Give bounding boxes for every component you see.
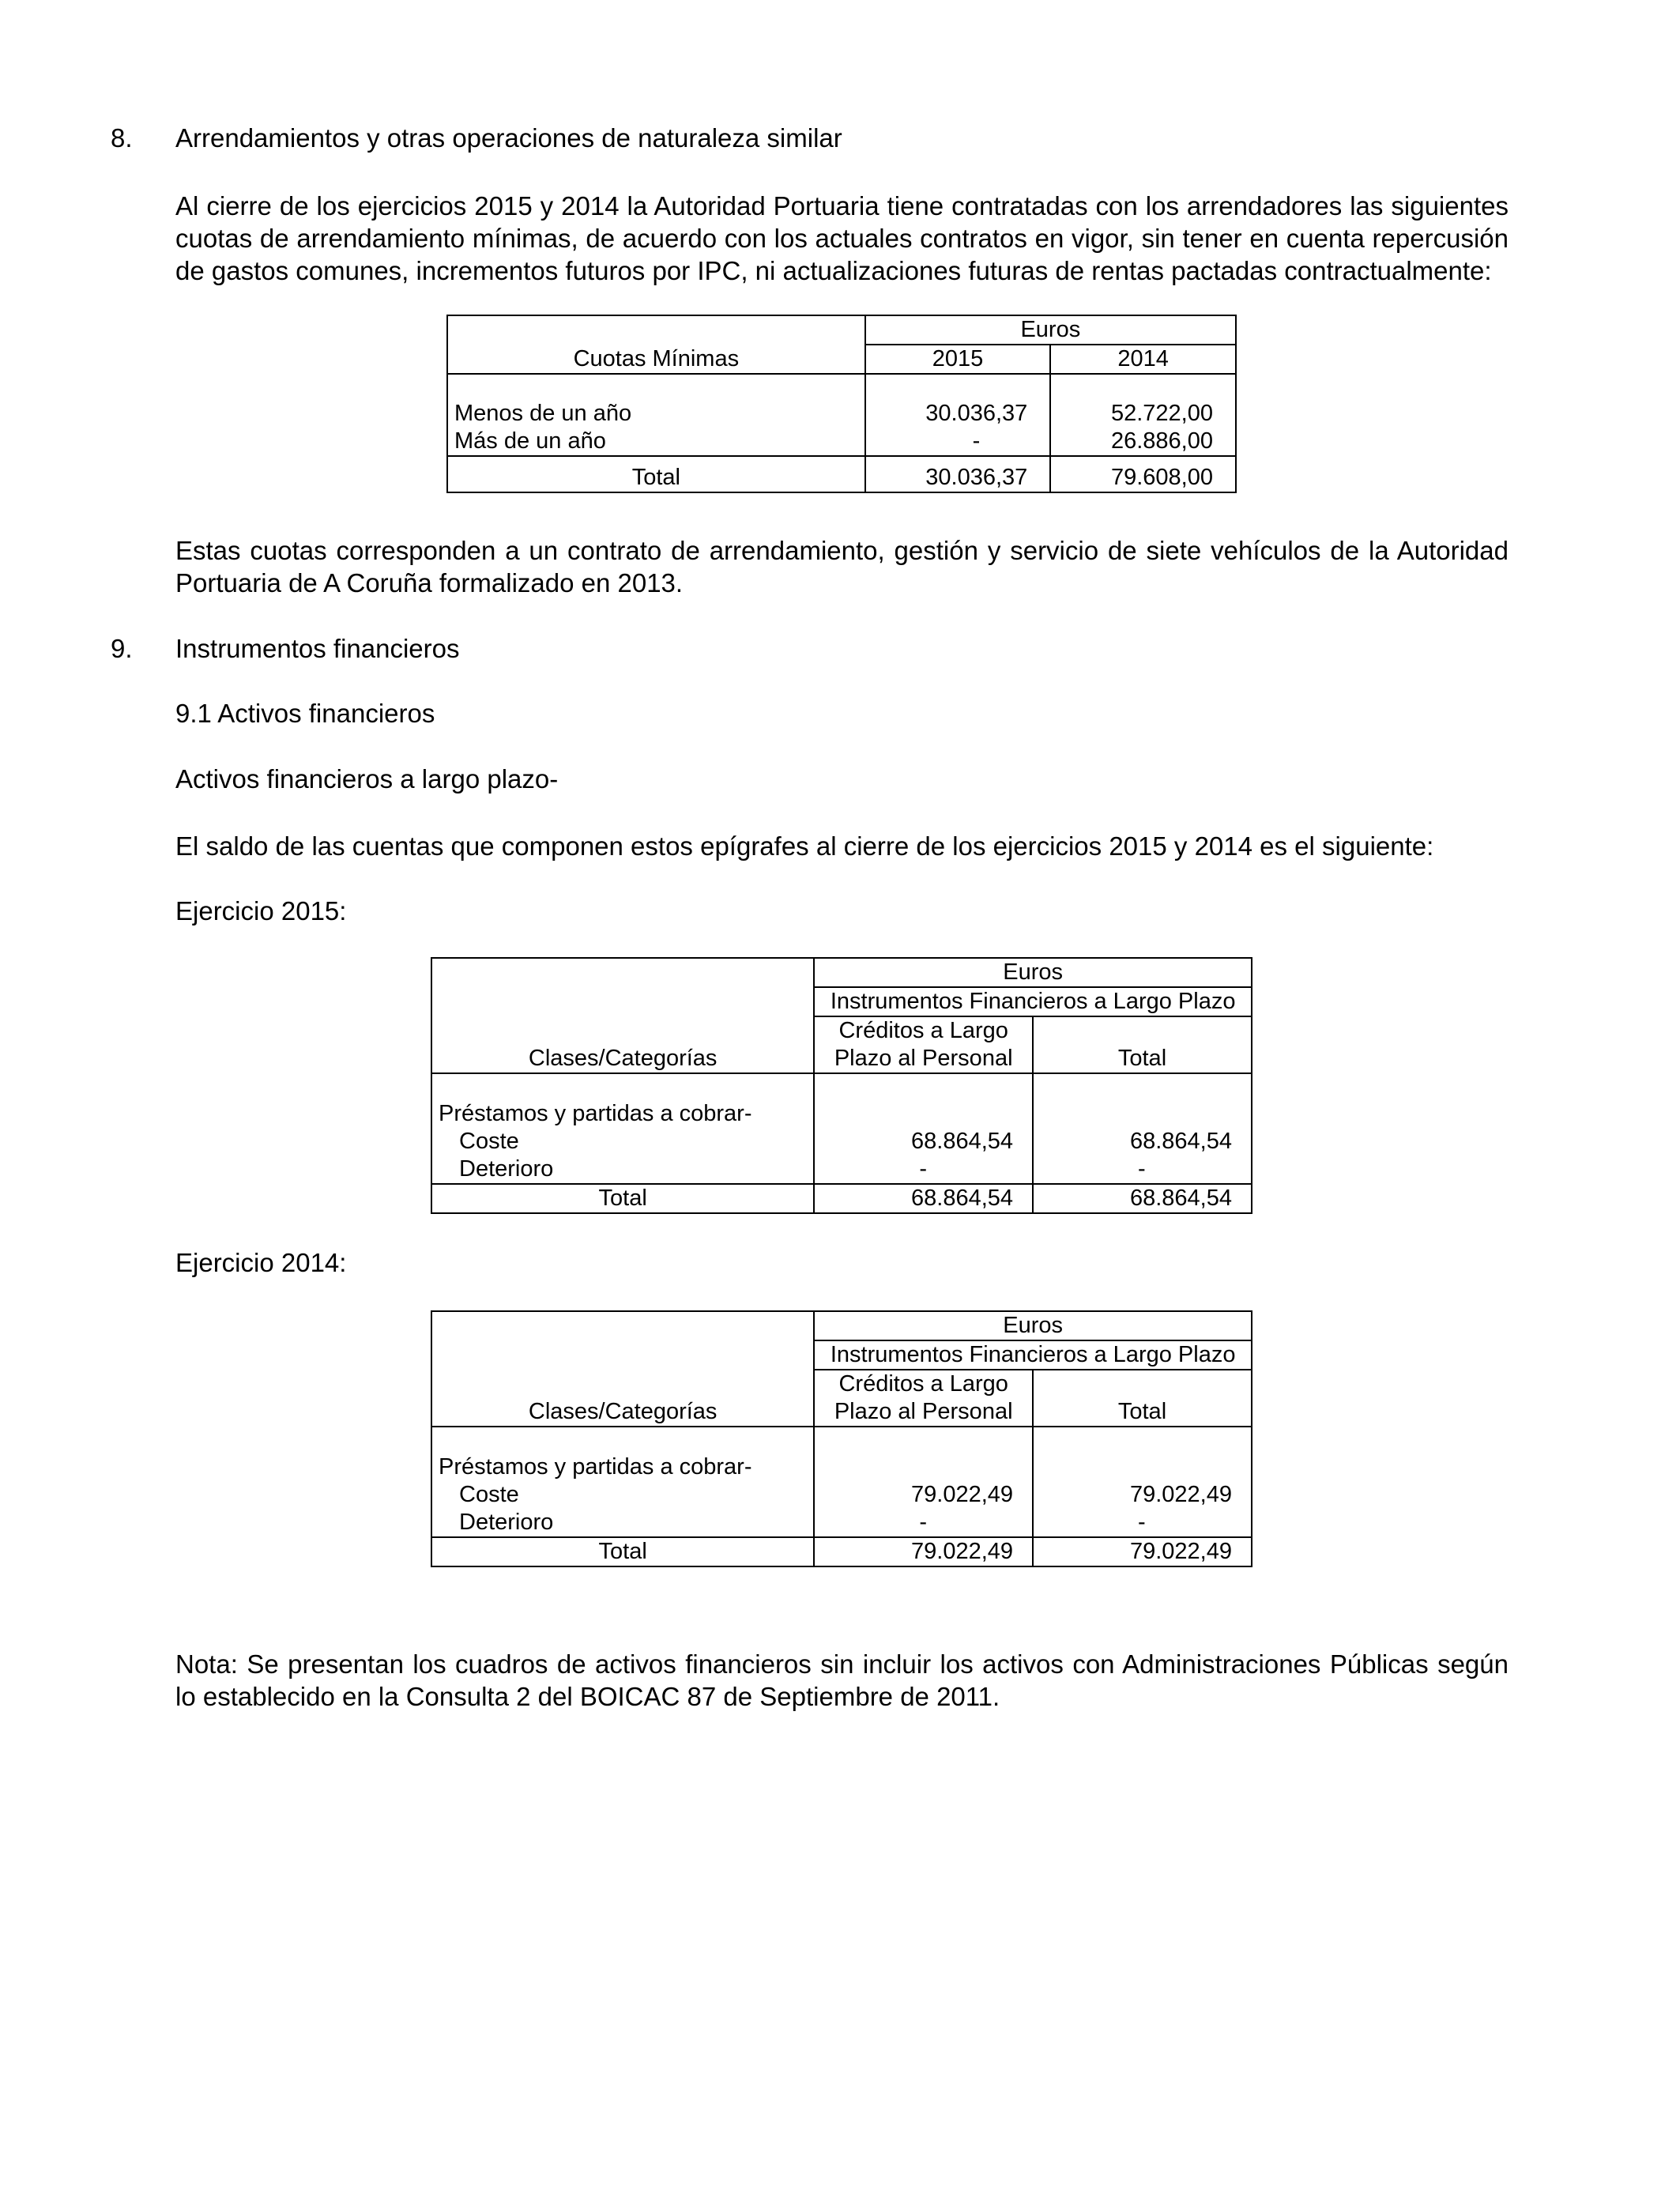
header-euros: Euros — [814, 958, 1252, 987]
values-total — [1033, 1073, 1252, 1184]
value-creditos: 68.864,54 — [911, 1129, 1014, 1154]
group-label: Préstamos y partidas a cobrar- — [439, 1454, 752, 1480]
footnote — [175, 1648, 1509, 1713]
note-line: Estas cuotas corresponden a un contrato de arrendamiento, gestión y servicio de siete vehículos de la Autoridad — [175, 536, 1509, 565]
caption-2014: Ejercicio 2014: — [175, 1248, 347, 1277]
value-creditos: - — [919, 1510, 927, 1535]
total-2014: 79.608,00 — [1050, 456, 1236, 492]
header-instrumentos: Instrumentos Financieros a Largo Plazo — [814, 987, 1252, 1016]
value-creditos: 79.022,49 — [911, 1482, 1014, 1507]
total-2015: 30.036,37 — [865, 456, 1051, 492]
header-euros: Euros — [814, 1311, 1252, 1340]
header-instrumentos: Instrumentos Financieros a Largo Plazo — [814, 1340, 1252, 1370]
col-header-2015: 2015 — [865, 345, 1051, 374]
value-total: 79.022,49 — [1129, 1482, 1232, 1507]
col-header-line: Créditos a Largo — [838, 1371, 1008, 1397]
col-header-2014: 2014 — [1050, 345, 1236, 374]
table-row — [431, 1427, 1252, 1537]
row-header-cuotas: Cuotas Mínimas — [447, 315, 865, 374]
value-creditos: - — [919, 1156, 927, 1182]
intro-line: Al cierre de los ejercicios 2015 y 2014 la Autoridad Portuaria tiene contratadas con los arrendadores las siguientes — [175, 191, 1509, 221]
row-header-clases: Clases/Categorías — [431, 958, 814, 1073]
values-creditos — [814, 1427, 1033, 1537]
values-creditos — [814, 1073, 1033, 1184]
financial-assets-2015-table — [431, 957, 1252, 1214]
total-total: 79.022,49 — [1033, 1537, 1252, 1566]
total-row — [431, 1184, 1252, 1213]
intro-line: cuotas de arrendamiento mínimas, de acuerdo con los actuales contratos en vigor, sin tener en cuenta repercusión — [175, 224, 1509, 253]
row-label: Más de un año — [454, 428, 606, 454]
row-label: Coste — [459, 1482, 519, 1507]
col-header-line: Créditos a Largo — [838, 1018, 1008, 1043]
col-header-creditos — [814, 1370, 1033, 1427]
lease-minimum-payments-table — [446, 315, 1237, 493]
intro-line: de gastos comunes, incrementos futuros por IPC, ni actualizaciones futuras de rentas pactadas contractualmente: — [175, 256, 1492, 285]
total-label: Total — [447, 456, 865, 492]
value-2015: - — [972, 428, 981, 454]
subsection-title: 9.1 Activos financieros — [175, 699, 435, 728]
footnote-line: lo establecido en la Consulta 2 del BOICAC 87 de Septiembre de 2011. — [175, 1682, 1000, 1711]
financial-assets-2014-table — [431, 1310, 1252, 1567]
row-label: Coste — [459, 1129, 519, 1154]
total-total: 68.864,54 — [1033, 1184, 1252, 1213]
row-label: Deterioro — [459, 1156, 554, 1182]
total-row — [431, 1537, 1252, 1566]
section-8-number: 8. — [111, 123, 133, 153]
group-label: Préstamos y partidas a cobrar- — [439, 1101, 752, 1126]
col-header-total: Total — [1033, 1016, 1252, 1073]
row-label: Deterioro — [459, 1510, 554, 1535]
col-header-line: Plazo al Personal — [834, 1046, 1013, 1071]
section-8-intro — [175, 190, 1509, 287]
col-header-total: Total — [1033, 1370, 1252, 1427]
total-label: Total — [431, 1537, 814, 1566]
category-labels — [431, 1427, 814, 1537]
section-9-intro: El saldo de las cuentas que componen estos epígrafes al cierre de los ejercicios 2015 y 2014 es el siguiente: — [175, 831, 1434, 861]
value-2014: 52.722,00 — [1110, 401, 1213, 426]
lease-values-2015 — [865, 374, 1051, 456]
value-2014: 26.886,00 — [1110, 428, 1213, 454]
total-creditos: 68.864,54 — [814, 1184, 1033, 1213]
value-total: - — [1138, 1510, 1146, 1535]
value-2015: 30.036,37 — [925, 401, 1028, 426]
section-9-number: 9. — [111, 634, 133, 663]
subheading: Activos financieros a largo plazo- — [175, 764, 559, 794]
row-header-clases: Clases/Categorías — [431, 1311, 814, 1427]
total-label: Total — [431, 1184, 814, 1213]
section-8-note — [175, 534, 1509, 599]
section-8-title: Arrendamientos y otras operaciones de naturaleza similar — [175, 123, 842, 153]
value-total: 68.864,54 — [1129, 1129, 1232, 1154]
total-row — [447, 456, 1236, 492]
lease-values-2014 — [1050, 374, 1236, 456]
values-total — [1033, 1427, 1252, 1537]
category-labels — [431, 1073, 814, 1184]
col-header-creditos — [814, 1016, 1033, 1073]
col-header-line: Plazo al Personal — [834, 1399, 1013, 1424]
table-row — [447, 374, 1236, 456]
table-row — [431, 1073, 1252, 1184]
header-euros: Euros — [865, 315, 1236, 345]
total-creditos: 79.022,49 — [814, 1537, 1033, 1566]
section-9-title: Instrumentos financieros — [175, 634, 460, 663]
footnote-line: Nota: Se presentan los cuadros de activos financieros sin incluir los activos con Administraciones Públicas según — [175, 1649, 1509, 1679]
caption-2015: Ejercicio 2015: — [175, 896, 347, 925]
note-line: Portuaria de A Coruña formalizado en 2013. — [175, 568, 684, 598]
lease-labels — [447, 374, 865, 456]
row-label: Menos de un año — [454, 401, 632, 426]
value-total: - — [1138, 1156, 1146, 1182]
